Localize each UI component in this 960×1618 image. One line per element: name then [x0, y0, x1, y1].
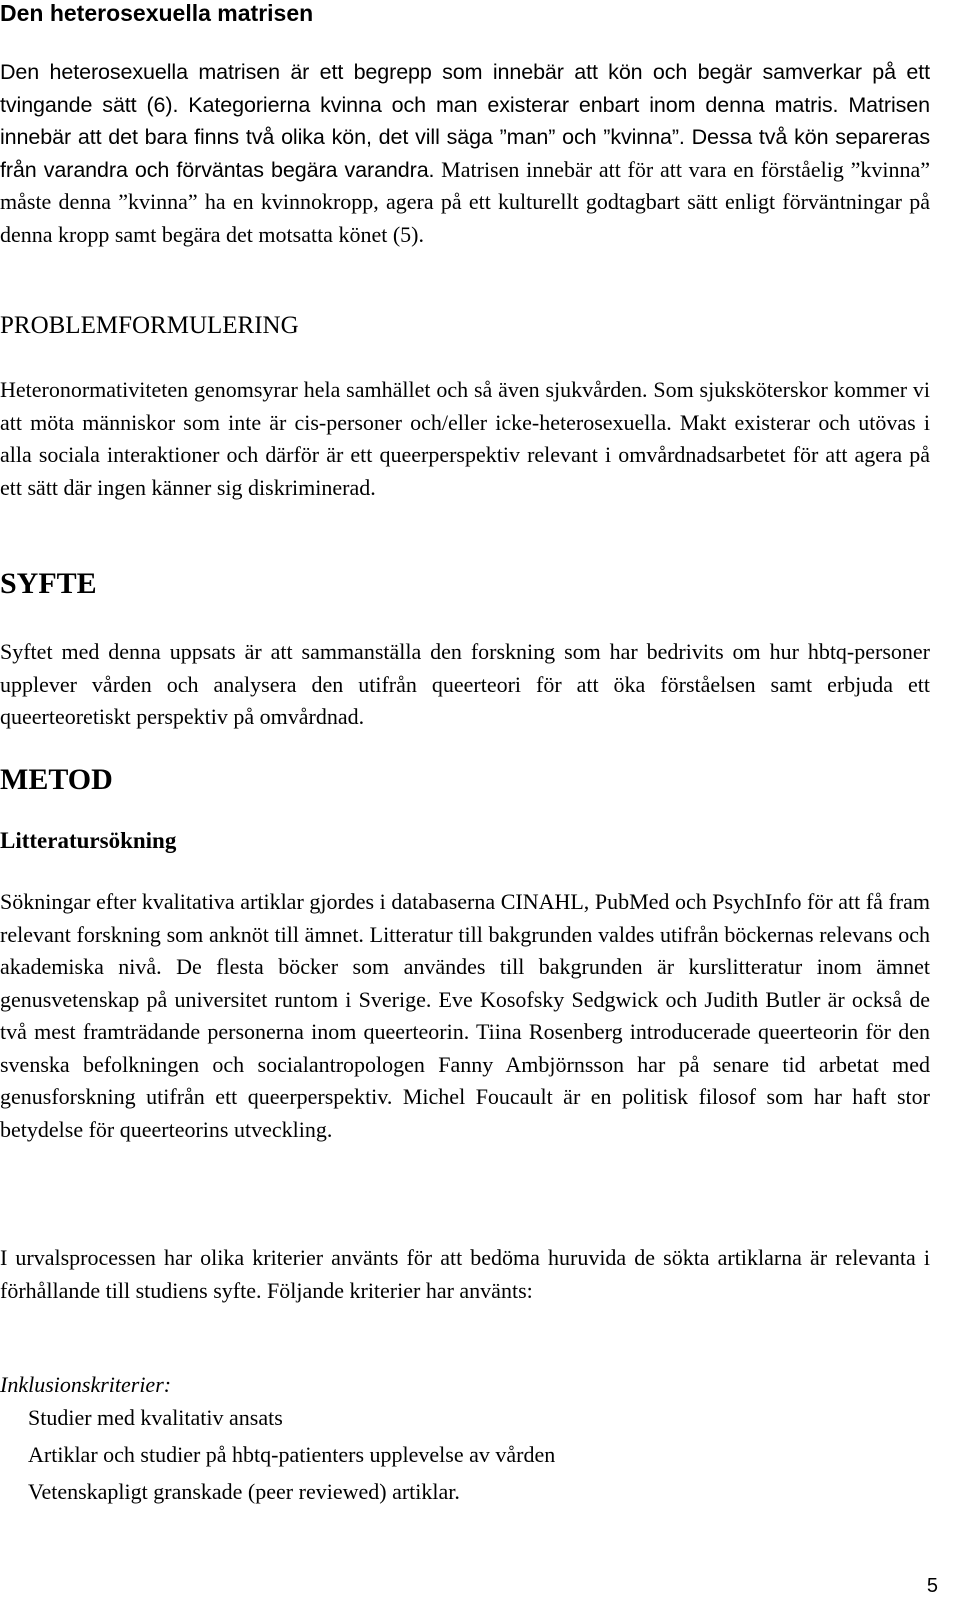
paragraph-problem: Heteronormativiteten genomsyrar hela samhället och så även sjukvården. Som sjuksköterskor kommer vi att möta människor som inte är cis-personer och/eller icke-heterosexuella. Makt existerar och utövas i alla sociala interaktioner och därför är ett queerperspektiv relevant i omvårdnadsarbetet för att agera på ett sätt där ingen känner sig diskriminerad. [0, 377, 930, 500]
page-number: 5 [926, 1575, 938, 1597]
heading-syfte: SYFTE [0, 567, 97, 600]
subheading-litteratursokning: Litteratursökning [0, 828, 177, 853]
heading-metod: METOD [0, 763, 113, 796]
list-item: Studier med kvalitativ ansats [28, 1405, 283, 1430]
paragraph-urval: I urvalsprocessen har olika kriterier använts för att bedöma huruvida de sökta artiklarna är relevanta i förhållande till studiens syfte. Följande kriterier har använts: [0, 1245, 930, 1303]
paragraph-syfte: Syftet med denna uppsats är att sammanställa den forskning som har bedrivits om hur hbtq-personer upplever vården och analysera den utifrån queerteori för att öka förståelsen samt erbjuda ett queerteoretiskt perspektiv på omvårdnad. [0, 639, 930, 729]
paragraph-litteratursokning: Sökningar efter kvalitativa artiklar gjordes i databaserna CINAHL, PubMed och PsychInfo för att få fram relevant forskning som anknöt till ämnet. Litteratur till bakgrunden valdes utifrån böckernas relevans och akademiska nivå. De flesta böcker som användes till bakgrunden är kurslitteratur inom ämnet genusvetenskap på universitet runtom i Sverige. Eve Kosofsky Sedgwick och Judith Butler är också de två mest framträdande personerna inom queerteorin. Tiina Rosenberg introducerade queerteorin för den svenska befolkningen och socialantropologen Fanny Ambjörnsson har på senare tid arbetat med genusforskning utifrån ett queerperspektiv. Michel Foucault är en politisk filosof som har haft stor betydelse för queerteorins utveckling. [0, 889, 930, 1142]
list-item: Artiklar och studier på hbtq-patienters upplevelse av vården [28, 1442, 556, 1467]
section-heading-matrix: Den heterosexuella matrisen [0, 0, 314, 26]
heading-problemformulering: PROBLEMFORMULERING [0, 312, 299, 339]
paragraph-matrix [0, 56, 930, 251]
paragraph-matrix-sans-part: Den heterosexuella matrisen är ett begrepp som innebär att kön och begär samverkar på ett tvingande sätt (6). Kategorierna kvinna och man existerar enbart inom denna matris. Matrisen innebär att det bara finns två olika kön, det vill säga ”man” och ”kvinna”. Dessa två kön separeras från varandra och förväntas begära varandra. [0, 60, 930, 182]
list-item: Vetenskapligt granskade (peer reviewed) artiklar. [28, 1479, 460, 1504]
paragraph-matrix-serif-part: Matrisen innebär att för att vara en förståelig ”kvinna” måste denna ”kvinna” ha en kvinnokropp, agera på ett kulturellt godtagbart sätt enligt förväntningar på denna kropp samt begära det motsatta könet (5). [0, 156, 930, 247]
inclusion-criteria-list [28, 1403, 555, 1514]
inclusion-criteria-label: Inklusionskriterier: [0, 1372, 172, 1397]
